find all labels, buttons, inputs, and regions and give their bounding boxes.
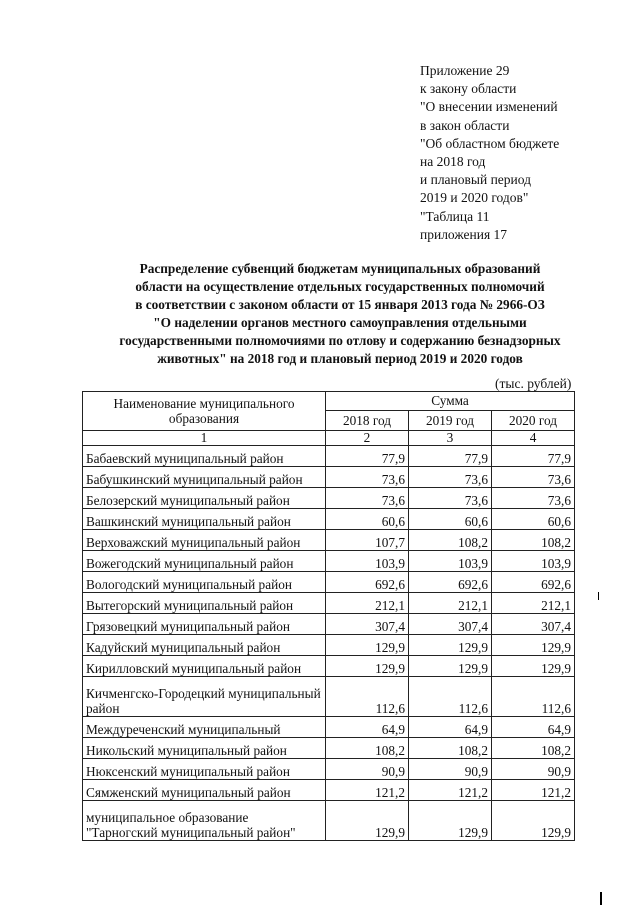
value-2019: 73,6 (409, 488, 492, 509)
title-line: области на осуществление отдельных государственных полномочий (135, 279, 545, 294)
table-row (83, 801, 575, 841)
value-2018: 103,9 (326, 551, 409, 572)
value-2019: 112,6 (409, 677, 492, 717)
subvention-table (82, 391, 575, 841)
municipality-name: Бабаевский муниципальный район (83, 446, 326, 467)
value-2020: 129,9 (492, 801, 575, 841)
value-2019: 90,9 (409, 759, 492, 780)
value-2020: 73,6 (492, 467, 575, 488)
value-2018: 307,4 (326, 614, 409, 635)
title-line: Распределение субвенций бюджетам муниципальных образований (139, 261, 541, 276)
table-row (83, 446, 575, 467)
appendix-reference (420, 62, 620, 244)
value-2018: 60,6 (326, 509, 409, 530)
municipality-name: Нюксенский муниципальный район (83, 759, 326, 780)
table-row (83, 509, 575, 530)
column-number: 4 (492, 431, 575, 446)
table-row (83, 614, 575, 635)
value-2019: 103,9 (409, 551, 492, 572)
value-2018: 121,2 (326, 780, 409, 801)
table-row (83, 488, 575, 509)
municipality-name: Кадуйский муниципальный район (83, 635, 326, 656)
value-2020: 129,9 (492, 656, 575, 677)
value-2019: 73,6 (409, 467, 492, 488)
value-2018: 107,7 (326, 530, 409, 551)
header-sum: Сумма (326, 392, 575, 411)
appendix-line: "Об областном бюджете (420, 135, 560, 151)
appendix-line: к закону области (420, 81, 517, 97)
value-2020: 307,4 (492, 614, 575, 635)
table-row (83, 780, 575, 801)
value-2019: 108,2 (409, 530, 492, 551)
table-row (83, 572, 575, 593)
value-2018: 692,6 (326, 572, 409, 593)
value-2019: 64,9 (409, 717, 492, 738)
value-2018: 108,2 (326, 738, 409, 759)
title-line: государственными полномочиями по отлову и содержанию безнадзорных (119, 333, 561, 348)
scan-mark (600, 892, 602, 905)
municipality-name: муниципальное образование "Тарногский муниципальный район" (83, 801, 326, 841)
value-2020: 129,9 (492, 635, 575, 656)
municipality-name: Верховажский муниципальный район (83, 530, 326, 551)
table-row (83, 593, 575, 614)
header-year-2019: 2019 год (409, 411, 492, 431)
column-number: 2 (326, 431, 409, 446)
appendix-line: Приложение 29 (420, 63, 510, 78)
table-row (83, 656, 575, 677)
value-2020: 692,6 (492, 572, 575, 593)
value-2018: 129,9 (326, 801, 409, 841)
value-2019: 212,1 (409, 593, 492, 614)
appendix-line: "Таблица 11 (420, 208, 490, 224)
value-2020: 73,6 (492, 488, 575, 509)
appendix-line: на 2018 год (420, 154, 486, 170)
value-2018: 77,9 (326, 446, 409, 467)
municipality-name: Кичменгско-Городецкий муниципальный район (83, 677, 326, 717)
column-number: 3 (409, 431, 492, 446)
value-2019: 129,9 (409, 801, 492, 841)
municipality-name: Вашкинский муниципальный район (83, 509, 326, 530)
document-title (80, 260, 600, 368)
value-2020: 64,9 (492, 717, 575, 738)
value-2018: 212,1 (326, 593, 409, 614)
value-2018: 129,9 (326, 656, 409, 677)
municipality-name: Междуреченский муниципальный (83, 717, 326, 738)
title-line: животных" на 2018 год и плановый период 2019 и 2020 годов (157, 351, 523, 366)
municipality-name: Вожегодский муниципальный район (83, 551, 326, 572)
value-2020: 103,9 (492, 551, 575, 572)
value-2020: 108,2 (492, 738, 575, 759)
table-row (83, 717, 575, 738)
table-row (83, 635, 575, 656)
header-name: Наименование муниципального образования (83, 392, 326, 431)
title-line: "О наделении органов местного самоуправления отдельными (153, 315, 527, 330)
value-2019: 108,2 (409, 738, 492, 759)
table-row (83, 551, 575, 572)
value-2020: 112,6 (492, 677, 575, 717)
value-2019: 77,9 (409, 446, 492, 467)
municipality-name: Грязовецкий муниципальный район (83, 614, 326, 635)
value-2019: 121,2 (409, 780, 492, 801)
municipality-name: Сямженский муниципальный район (83, 780, 326, 801)
value-2018: 90,9 (326, 759, 409, 780)
value-2020: 212,1 (492, 593, 575, 614)
value-2020: 90,9 (492, 759, 575, 780)
units-note: (тыс. рублей) (495, 376, 572, 391)
value-2019: 307,4 (409, 614, 492, 635)
header-year-2018: 2018 год (326, 411, 409, 431)
title-line: в соответствии с законом области от 15 января 2013 года № 2966-ОЗ (135, 297, 545, 312)
value-2019: 60,6 (409, 509, 492, 530)
municipality-name: Бабушкинский муниципальный район (83, 467, 326, 488)
value-2019: 129,9 (409, 656, 492, 677)
municipality-name: Вытегорский муниципальный район (83, 593, 326, 614)
value-2020: 108,2 (492, 530, 575, 551)
value-2019: 129,9 (409, 635, 492, 656)
scan-mark (598, 592, 599, 600)
table-row (83, 677, 575, 717)
municipality-name: Кирилловский муниципальный район (83, 656, 326, 677)
value-2018: 129,9 (326, 635, 409, 656)
municipality-name: Никольский муниципальный район (83, 738, 326, 759)
appendix-line: "О внесении изменений (420, 99, 558, 115)
value-2018: 73,6 (326, 488, 409, 509)
table-row (83, 738, 575, 759)
table-row (83, 530, 575, 551)
appendix-line: в закон области (420, 117, 510, 133)
municipality-name: Вологодский муниципальный район (83, 572, 326, 593)
value-2019: 692,6 (409, 572, 492, 593)
appendix-line: и плановый период (420, 172, 531, 188)
column-number: 1 (83, 431, 326, 446)
value-2018: 73,6 (326, 467, 409, 488)
value-2020: 60,6 (492, 509, 575, 530)
header-year-2020: 2020 год (492, 411, 575, 431)
table-row (83, 759, 575, 780)
municipality-name: Белозерский муниципальный район (83, 488, 326, 509)
value-2020: 77,9 (492, 446, 575, 467)
value-2018: 112,6 (326, 677, 409, 717)
appendix-line: 2019 и 2020 годов" (420, 190, 529, 206)
value-2020: 121,2 (492, 780, 575, 801)
value-2018: 64,9 (326, 717, 409, 738)
appendix-line: приложения 17 (420, 226, 508, 242)
table-row (83, 467, 575, 488)
